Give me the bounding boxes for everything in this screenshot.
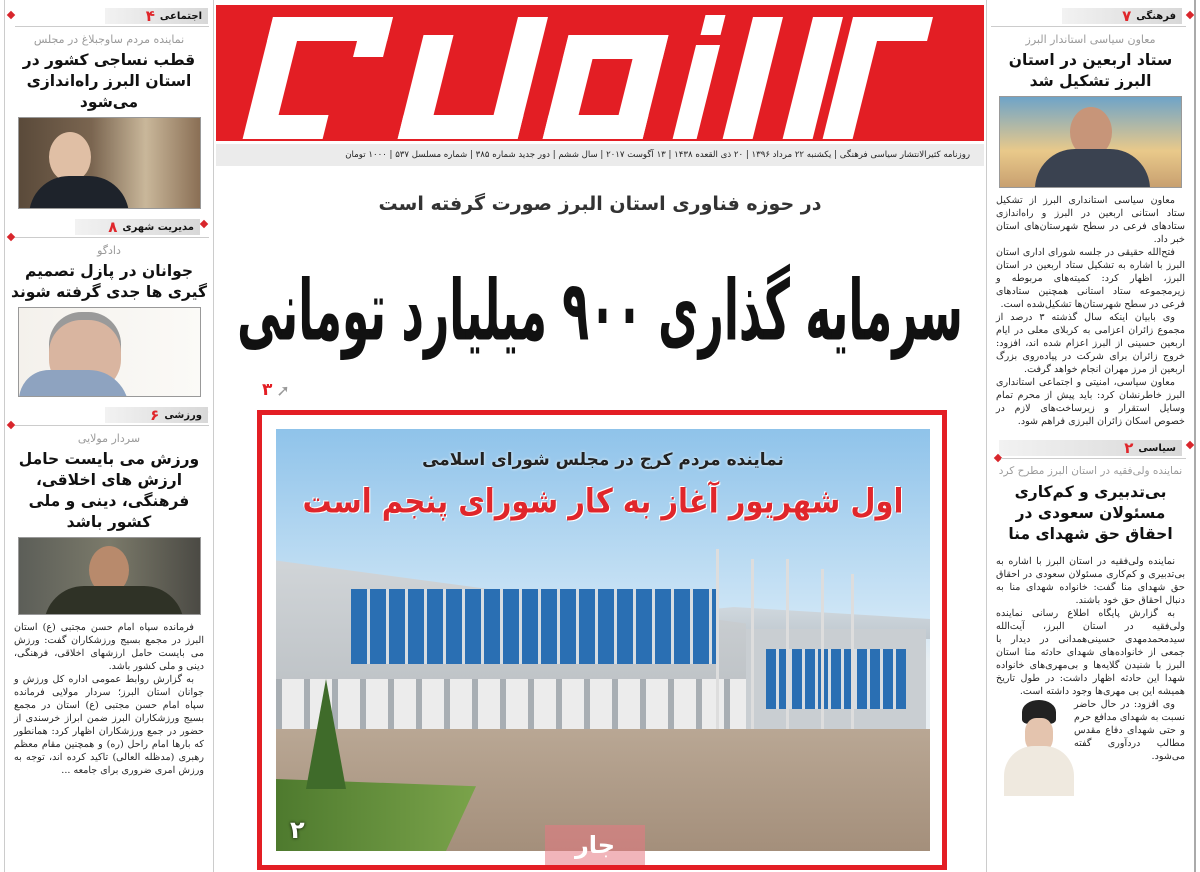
article-section bbox=[987, 8, 1194, 428]
article-body: نماینده ولی‌فقیه در استان البرز با اشاره به بی‌تدبیری و کم‌کاری مسئولان سعودی در احقاق حق شهدای منا گفت: خانواده شهدای منا به دنبال احقاق حق خود باشند. به گزارش پایگاه اطلاع رسانی نماینده ولی‌فقیه در استان البرز، آیت‌الله سیدمحمدمهدی حسینی‌همدانی در دیدار با جمعی از خانواده‌های شهدای حادثه منا استان البرز با شنیدن گلایه‌ها و بی‌مهری‌های خانواده شهدا این حادثه اظهار داشت: در طول تاریخ همیشه این بی مهری‌ها وجود داشته است. وی افزود: در حال حاضر نسبت به شهدای مدافع حرم و حتی شهدای دفاع مقدس مطالب دردآوری گفته می‌شود. bbox=[987, 555, 1194, 796]
article-kicker: نماینده مردم ساوجبلاغ در مجلس bbox=[33, 33, 185, 46]
article-photo bbox=[999, 96, 1182, 188]
bullet-icon bbox=[7, 421, 15, 429]
building-windows bbox=[351, 589, 716, 664]
article-title[interactable]: بی‌تدبیری و کم‌کاری مسئولان سعودی در احقاق حق شهدای منا bbox=[1008, 483, 1173, 543]
right-column bbox=[986, 0, 1196, 872]
section-header[interactable] bbox=[75, 219, 200, 235]
article-photo bbox=[18, 307, 201, 397]
feature-kicker: نماینده مردم کرج در مجلس شورای اسلامی bbox=[422, 450, 784, 470]
page-number: ۴ bbox=[145, 7, 155, 25]
article-body: فرمانده سپاه امام حسن مجتبی (ع) استان البرز در مجمع بسیج ورزشکاران گفت: ورزش می بایست حامل ارزشهای اخلاقی، فرهنگی، دینی و ملی کشور باشد. به گزارش روابط عمومی اداره کل ورزش و جوانان استان البرز؛ سردار مولایی فرمانده سپاه امام حسن مجتبی (ع) استان در مجمع بسیج ورزشکاران البرز ضمن ابراز خرسندی از حضور در جمع ورزشکاران اظهار کرد: همانطور که بارها امام راحل (ره) و همچنین مقام معظم رهبری (مدظله العالی) تاکید کرده اند، توجه به ورزش امری ضروری برای جامعه ... bbox=[14, 622, 204, 776]
logo-wordmark bbox=[216, 5, 984, 141]
bullet-icon bbox=[7, 233, 15, 241]
article-section bbox=[5, 407, 213, 777]
bullet-icon bbox=[200, 220, 208, 228]
bullet-icon bbox=[1186, 441, 1194, 449]
feature-photo bbox=[276, 429, 930, 851]
section-label: ورزشی bbox=[164, 409, 202, 421]
section-label: سیاسی bbox=[1138, 442, 1176, 454]
page-number: ۷ bbox=[1122, 7, 1132, 25]
masthead-logo[interactable] bbox=[216, 5, 984, 141]
arrow-icon: ➚ bbox=[276, 380, 290, 400]
article-title[interactable]: جوانان در پازل تصمیم گیری ها جدی گرفته شوند bbox=[11, 262, 207, 301]
left-column bbox=[4, 0, 214, 872]
section-header[interactable] bbox=[105, 8, 208, 24]
section-label: مدیریت شهری bbox=[122, 221, 194, 233]
page-reference[interactable] bbox=[262, 380, 290, 400]
page-number: ۲ bbox=[1124, 439, 1134, 457]
dateline bbox=[216, 144, 984, 166]
article-title[interactable]: ستاد اربعین در استان البرز تشکیل شد bbox=[1008, 51, 1173, 90]
article-title[interactable]: ورزش می بایست حامل ارزش های اخلاقی، فرهنگی، دینی و ملی کشور باشد bbox=[18, 450, 200, 531]
main-headline[interactable]: سرمایه گذاری ۹۰۰ میلیارد تومانی bbox=[237, 263, 963, 361]
article-kicker: معاون سیاسی استاندار البرز bbox=[1025, 33, 1156, 46]
article-kicker: دادگو bbox=[97, 244, 121, 257]
section-header[interactable] bbox=[1062, 8, 1182, 24]
page-number: ۳ bbox=[262, 380, 273, 400]
bullet-icon bbox=[7, 11, 15, 19]
article-photo bbox=[18, 537, 201, 615]
article-section bbox=[5, 8, 213, 209]
section-header[interactable] bbox=[999, 440, 1182, 456]
page-number: ۲ bbox=[290, 816, 305, 844]
article-kicker: سردار مولایی bbox=[77, 432, 141, 445]
section-header[interactable] bbox=[105, 407, 208, 423]
main-kicker: در حوزه فناوری استان البرز صورت گرفته است bbox=[378, 193, 822, 215]
section-label: فرهنگی bbox=[1136, 10, 1176, 22]
page-number: ۸ bbox=[108, 218, 118, 236]
watermark-logo: جار bbox=[545, 825, 645, 865]
article-title[interactable]: قطب نساجی کشور در استان البرز راه‌اندازی می‌شود bbox=[22, 51, 196, 111]
cleric-photo bbox=[1002, 700, 1074, 796]
article-body: معاون سیاسی استانداری البرز از تشکیل ستاد استانی اربعین در البرز و راه‌اندازی ستادهای فرعی در سطح شهرستان‌های استان خبر داد. فتح‌الله حقیقی در جلسه شورای اداری استان البرز با اشاره به تشکیل ستاد اربعین در استان البرز، اظهار کرد: کمیته‌های مربوطه و زیرمجموعه ستاد استانی همچنین ستادهای فرعی در سطح شهرستان‌ها تشکیل‌شده است. وی بابیان اینکه سال گذشته ۳ درصد از مجموع زائران اعزامی به کربلای معلی در ایام اربعین حسینی از البرز اعزام شده اند، افزود: خروج زائران برای شرکت در پیاده‌روی بزرگ اربعین از مرز مهران انجام خواهد گرفت. معاون سیاسی، امنیتی و اجتماعی استانداری البرز خاطرنشان کرد: باید پیش از محرم تمام وسایل استقرار و زیرساخت‌های لازم در خصوص اسکان زائران البرزی فراهم شود. bbox=[996, 195, 1185, 427]
article-kicker: نماینده ولی‌فقیه در استان البرز مطرح کرد bbox=[998, 465, 1183, 477]
article-section bbox=[987, 440, 1194, 796]
article-section bbox=[5, 219, 213, 397]
flower-bed bbox=[276, 779, 476, 851]
bullet-icon bbox=[1186, 11, 1194, 19]
feature-headline[interactable]: اول شهریور آغاز به کار شورای پنجم است bbox=[302, 481, 904, 521]
section-label: اجتماعی bbox=[159, 10, 202, 22]
dateline-text: روزنامه کثیرالانتشار سیاسی فرهنگی | یکشنبه ۲۲ مرداد ۱۳۹۶ | ۲۰ ذی القعده ۱۴۳۸ | ۱۳ آگوست ۲۰۱۷ | سال ششم | دور جدید شماره ۳۸۵ | شماره مسلسل ۵۳۷ | ۱۰۰۰ تومان bbox=[345, 149, 970, 160]
page-number: ۶ bbox=[150, 406, 160, 424]
article-body-wrap: وی افزود: در حال حاضر نسبت به شهدای مدافع حرم و حتی شهدای دفاع مقدس مطالب دردآوری گفته می‌شود. bbox=[1074, 699, 1185, 762]
article-photo bbox=[18, 117, 201, 209]
feature-box[interactable] bbox=[257, 410, 947, 870]
